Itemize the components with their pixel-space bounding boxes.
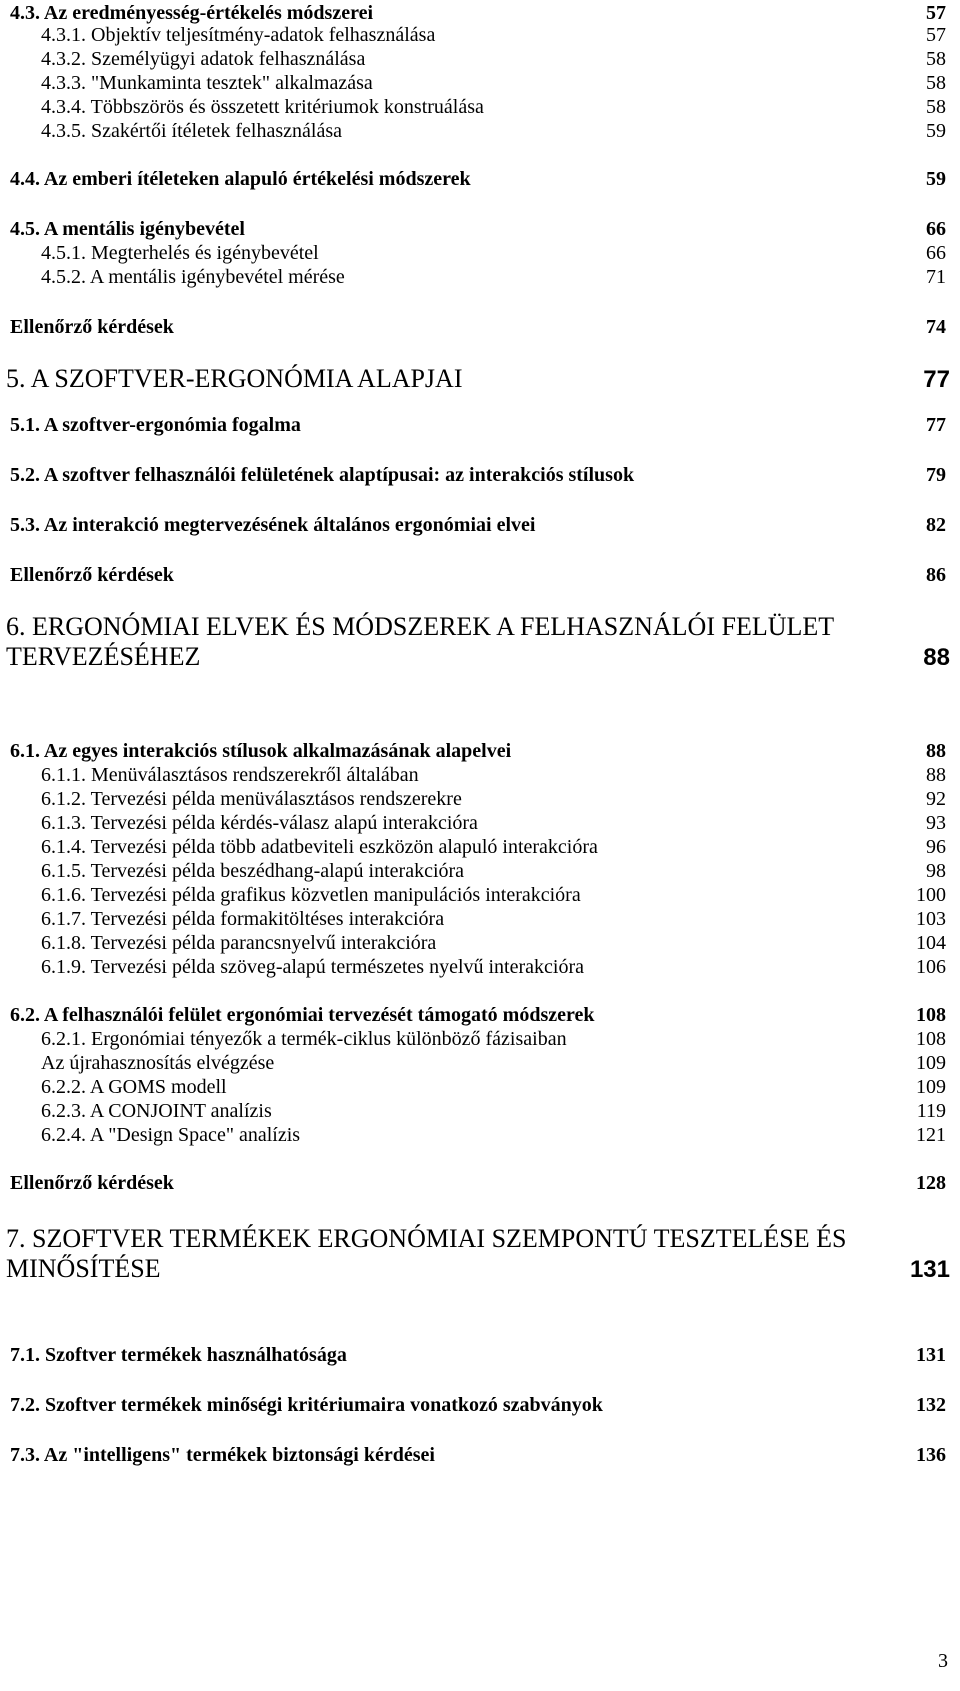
entry-page-number: 58: [926, 48, 946, 70]
chapter-page-number: 131: [909, 1256, 950, 1283]
entry-title: 4.5. A mentális igénybevétel: [10, 218, 245, 240]
entry-page-number: 96: [926, 836, 946, 858]
entry-title: 6.1. Az egyes interakciós stílusok alkalmazásának alapelvei: [10, 740, 512, 762]
entry-title: 6.1.6. Tervezési példa grafikus közvetlen manipulációs interakcióra: [41, 884, 581, 906]
entry-title: Ellenőrző kérdések: [10, 564, 174, 586]
chapter-heading[interactable]: [0, 1224, 960, 1284]
toc-section-entry[interactable]: [0, 1344, 960, 1367]
toc-subsection-entry[interactable]: [0, 812, 960, 835]
entry-title: 6.2.1. Ergonómiai tényezők a termék-ciklus különböző fázisaiban: [41, 1028, 567, 1050]
entry-title: 6.1.3. Tervezési példa kérdés-válasz alapú interakcióra: [41, 812, 478, 834]
entry-page-number: 119: [916, 1100, 946, 1122]
entry-title: 4.5.2. A mentális igénybevétel mérése: [41, 266, 345, 288]
entry-page-number: 59: [926, 168, 946, 190]
entry-page-number: 77: [926, 414, 946, 436]
entry-title: Az újrahasznosítás elvégzése: [41, 1052, 275, 1074]
chapter-page-number: 88: [923, 644, 950, 671]
entry-page-number: 131: [916, 1344, 946, 1366]
entry-page-number: 71: [926, 266, 946, 288]
entry-page-number: 57: [926, 2, 946, 24]
toc-subsection-entry[interactable]: [0, 860, 960, 883]
toc-subsection-entry[interactable]: [0, 48, 960, 71]
entry-page-number: 106: [916, 956, 946, 978]
entry-title: 4.3.5. Szakértői ítéletek felhasználása: [41, 120, 342, 142]
entry-page-number: 108: [916, 1028, 946, 1050]
entry-title: 4.3.2. Személyügyi adatok felhasználása: [41, 48, 366, 70]
entry-page-number: 109: [916, 1076, 946, 1098]
entry-page-number: 82: [926, 514, 946, 536]
entry-page-number: 108: [916, 1004, 946, 1026]
toc-section-entry[interactable]: [0, 414, 960, 437]
entry-page-number: 74: [926, 316, 946, 338]
entry-title: 6.1.5. Tervezési példa beszédhang-alapú interakcióra: [41, 860, 465, 882]
toc-section-entry[interactable]: [0, 740, 960, 763]
toc-subsection-entry[interactable]: [0, 788, 960, 811]
entry-page-number: 103: [916, 908, 946, 930]
entry-page-number: 98: [926, 860, 946, 882]
chapter-page-number: 77: [923, 366, 950, 393]
toc-section-entry[interactable]: [0, 168, 960, 191]
toc-subsection-entry[interactable]: [0, 1124, 960, 1147]
entry-title: 6.2. A felhasználói felület ergonómiai tervezését támogató módszerek: [10, 1004, 595, 1026]
entry-page-number: 79: [926, 464, 946, 486]
entry-page-number: 86: [926, 564, 946, 586]
entry-page-number: 66: [926, 242, 946, 264]
entry-page-number: 93: [926, 812, 946, 834]
entry-title: 4.3.3. "Munkaminta tesztek" alkalmazása: [41, 72, 373, 94]
entry-title: 4.3.4. Többszörös és összetett kritériumok konstruálása: [41, 96, 484, 118]
entry-title: Ellenőrző kérdések: [10, 316, 174, 338]
entry-title: 6.2.4. A "Design Space" analízis: [41, 1124, 301, 1146]
entry-page-number: 128: [916, 1172, 946, 1194]
entry-page-number: 57: [926, 24, 946, 46]
toc-section-entry[interactable]: [0, 1444, 960, 1467]
toc-subsection-entry[interactable]: [0, 72, 960, 95]
toc-section-entry[interactable]: [0, 1004, 960, 1027]
entry-page-number: 136: [916, 1444, 946, 1466]
entry-title: 5.2. A szoftver felhasználói felületének alaptípusai: az interakciós stílusok: [10, 464, 635, 486]
toc-subsection-entry[interactable]: [0, 932, 960, 955]
toc-subsection-entry[interactable]: [0, 884, 960, 907]
entry-title: 6.1.7. Tervezési példa formakitöltéses interakcióra: [41, 908, 445, 930]
toc-section-entry[interactable]: [0, 1394, 960, 1417]
toc-subsection-entry[interactable]: [0, 266, 960, 289]
entry-title: 4.3.1. Objektív teljesítmény-adatok felhasználása: [41, 24, 436, 46]
toc-subsection-entry[interactable]: [0, 96, 960, 119]
entry-title: 6.1.1. Menüválasztásos rendszerekről általában: [41, 764, 419, 786]
entry-title: 5.3. Az interakció megtervezésének általános ergonómiai elvei: [10, 514, 536, 536]
entry-page-number: 109: [916, 1052, 946, 1074]
toc-subsection-entry[interactable]: [0, 1028, 960, 1051]
chapter-title: 7. SZOFTVER TERMÉKEK ERGONÓMIAI SZEMPONTÚ TESZTELÉSE ÉS MINŐSÍTÉSE: [6, 1224, 847, 1283]
chapter-title: 5. A SZOFTVER-ERGONÓMIA ALAPJAI: [6, 364, 463, 393]
entry-title: 6.1.4. Tervezési példa több adatbeviteli eszközön alapuló interakcióra: [41, 836, 598, 858]
toc-subsection-entry[interactable]: [0, 1076, 960, 1099]
entry-title: Ellenőrző kérdések: [10, 1172, 174, 1194]
toc-subsection-entry[interactable]: [0, 1052, 960, 1075]
entry-title: 6.2.2. A GOMS modell: [41, 1076, 227, 1098]
toc-section-entry[interactable]: [0, 464, 960, 487]
entry-title: 4.3. Az eredményesség-értékelés módszerei: [10, 2, 374, 24]
entry-page-number: 58: [926, 72, 946, 94]
entry-page-number: 132: [916, 1394, 946, 1416]
entry-title: 6.1.2. Tervezési példa menüválasztásos rendszerekre: [41, 788, 462, 810]
toc-subsection-entry[interactable]: [0, 24, 960, 47]
entry-title: 7.3. Az "intelligens" termékek biztonsági kérdései: [10, 1444, 435, 1466]
toc-subsection-entry[interactable]: [0, 908, 960, 931]
toc-section-entry[interactable]: [0, 2, 960, 25]
page-number: 3: [938, 1650, 948, 1672]
entry-title: 5.1. A szoftver-ergonómia fogalma: [10, 414, 301, 436]
toc-subsection-entry[interactable]: [0, 836, 960, 859]
entry-page-number: 58: [926, 96, 946, 118]
chapter-title: 6. ERGONÓMIAI ELVEK ÉS MÓDSZEREK A FELHASZNÁLÓI FELÜLET TERVEZÉSÉHEZ: [6, 612, 834, 671]
chapter-heading[interactable]: [0, 612, 960, 672]
toc-section-entry[interactable]: [0, 316, 960, 339]
toc-section-entry[interactable]: [0, 218, 960, 241]
entry-title: 4.5.1. Megterhelés és igénybevétel: [41, 242, 319, 264]
entry-title: 6.1.9. Tervezési példa szöveg-alapú természetes nyelvű interakcióra: [41, 956, 584, 978]
toc-subsection-entry[interactable]: [0, 1100, 960, 1123]
toc-subsection-entry[interactable]: [0, 120, 960, 143]
toc-section-entry[interactable]: [0, 1172, 960, 1195]
entry-page-number: 88: [926, 740, 946, 762]
entry-page-number: 88: [926, 764, 946, 786]
entry-page-number: 104: [916, 932, 946, 954]
entry-page-number: 100: [916, 884, 946, 906]
toc-subsection-entry[interactable]: [0, 956, 960, 979]
toc-section-entry[interactable]: [0, 514, 960, 537]
entry-title: 7.1. Szoftver termékek használhatósága: [10, 1344, 347, 1366]
entry-page-number: 66: [926, 218, 946, 240]
toc-subsection-entry[interactable]: [0, 764, 960, 787]
entry-title: 4.4. Az emberi ítéleteken alapuló értékelési módszerek: [10, 168, 471, 190]
toc-section-entry[interactable]: [0, 564, 960, 587]
entry-page-number: 59: [926, 120, 946, 142]
entry-title: 6.1.8. Tervezési példa parancsnyelvű interakcióra: [41, 932, 437, 954]
entry-title: 6.2.3. A CONJOINT analízis: [41, 1100, 272, 1122]
entry-page-number: 121: [916, 1124, 946, 1146]
entry-page-number: 92: [926, 788, 946, 810]
entry-title: 7.2. Szoftver termékek minőségi kritériumaira vonatkozó szabványok: [10, 1394, 603, 1416]
toc-subsection-entry[interactable]: [0, 242, 960, 265]
chapter-heading[interactable]: [0, 364, 960, 394]
